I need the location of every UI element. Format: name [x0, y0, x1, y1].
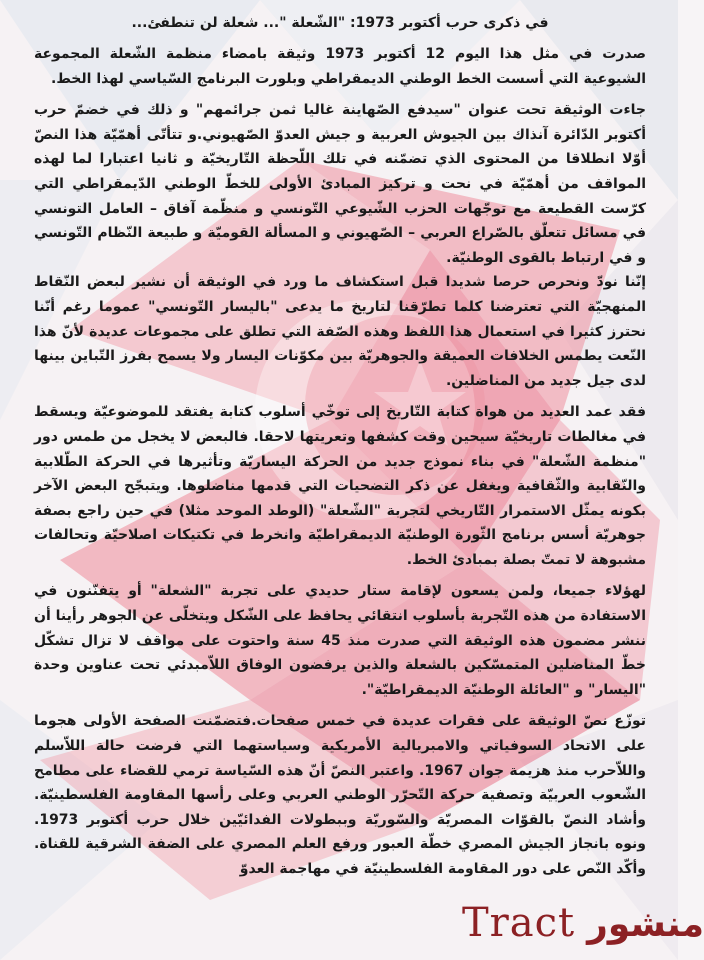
- publisher-logo: [462, 900, 704, 946]
- brand-arabic-text: منشور: [587, 904, 704, 945]
- document-page: [34, 14, 646, 954]
- paragraph-5: لهؤلاء جميعا، ولمن يسعون لإقامة ستار حديدي على تجربة "الشعلة" أو يتفنّنون في الاستفادة من هذه التّجربة بأسلوب انتقائي يحافظ على الشّكل ويتخلّى عن الجوهر رأينا أن ننشر مضمون هذه الوثيقة التي صدرت منذ 45 سنة واحتوت على مواقف لا تزال تشكّل خطّ المناضلين المتمسّكين بالشعلة والذين يرفضون الوفاق اللاّمبدئي تحت عناوين وحدة "اليسار" و "العائلة الوطنيّة الديمقراطيّة".: [34, 583, 646, 698]
- paragraph-2: جاءت الوثيقة تحت عنوان "سيدفع الصّهاينة غاليا ثمن جرائمهم" و ذلك في خضمّ حرب أكتوبر الدّائرة آنذاك بين الجيوش العربية و جيش العدوّ الصّهيوني.و تتأتّى أهمّيّة هذا النصّ أوّلا انطلاقا من المحتوى الذي تضمّنه في تلك اللّحظة التّاريخيّة و ثانيا اعتبارا لما لهذه المواقف من أهمّيّة في نحت و تركيز المبادئ الأولى للخطّ الوطني الدّيمقراطي التي كرّست القطيعة مع توجّهات الحزب الشّيوعي التّونسي و منظّمة آفاق – العامل التونسي في مسائل تتعلّق بالصّراع العربي – الصّهيوني و المسألة القوميّة و طبيعة النّظام التّونسي و في ارتباط بالقوى الوطنيّة.: [34, 102, 646, 266]
- brand-latin-text: Tract: [462, 900, 576, 946]
- paragraph-4: فقد عمد العديد من هواة كتابة التّاريخ إلى توخّي أسلوب كتابة يفتقد للموضوعيّة ويسقط في مغالطات تاريخيّة سيحين وقت كشفها وتعريتها لاحقا. فالبعض لا يخجل من طمس دور "منظمة الشّعلة" في بناء نموذج جديد من الحركة اليساريّة وتأثيرها في الحركة الطّلابية والنّقابية والثّقافية ويغفل عن ذكر التضحيات التي قدمها مناضلوها. ويتبجّح البعض الآخر بكونه يمثّل الاستمرار التّاريخي لتجربة "الشّعلة" (الوطد الموحد مثلا) في حين راجع بصفة جوهريّة أسس برنامج الثّورة الوطنيّة الديمقراطيّة وانخرط في تكتيكات اصلاحيّة وتحالفات مشبوهة لا تمتّ بصلة بمبادئ الخط.: [34, 404, 646, 568]
- page-title: في ذكرى حرب أكتوبر 1973: "الشّعلة "... شعلة لن تنطفئ...: [131, 15, 549, 31]
- paragraph-1: صدرت في مثل هذا اليوم 12 أكتوبر 1973 وثيقة بامضاء منظمة الشّعلة المجموعة الشيوعية التي أسست الخط الوطني الديمقراطي وبلورت البرنامج السّياسي لهذا الخط.: [34, 46, 646, 87]
- paragraph-3: إنّنا نودّ ونحرص حرصا شديدا قبل استكشاف ما ورد في الوثيقة أن نشير لبعض النّقاط المنهجيّة التي تعترضنا كلما تطرّقنا لتاريخ ما يدعى "باليسار التّونسي" عموما رغم أنّنا نحترز كثيرا في استعمال هذا اللفظ وهذه الصّفة التي تطلق على مجموعات عديدة لأنّ هذا النّعت يطمس الخلافات العميقة والجوهريّة بين مكوّنات اليسار ولا يسمح بفرز التّباين بينها لدى جيل جديد من المناضلين.: [34, 274, 646, 389]
- paragraph-6: توزّع نصّ الوثيقة على فقرات عديدة في خمس صفحات.فتضمّنت الصفحة الأولى هجوما على الاتحاد السوفياتي والامبريالية الأمريكية وسياستهما التي فرضت حالة اللاّسلم واللاّحرب منذ هزيمة جوان 1967. واعتبر النصّ أنّ هذه السّياسة ترمي للقضاء على مطامح الشّعوب العربيّة وتصفية حركة التّحرّر الوطني العربي وعلى رأسها المقاومة الفلسطينيّة. وأشاد النصّ بالقوّات المصريّة والسّوريّة وببطولات الفدائيّين خلال حرب أكتوبر 1973. ونوه بانجاز الجيش المصري خطّة العبور ورفع العلم المصري على الضفة الشرقية للقناة. وأكّد النّص على دور المقاومة الفلسطينيّة في مهاجمة العدوّ: [34, 713, 646, 877]
